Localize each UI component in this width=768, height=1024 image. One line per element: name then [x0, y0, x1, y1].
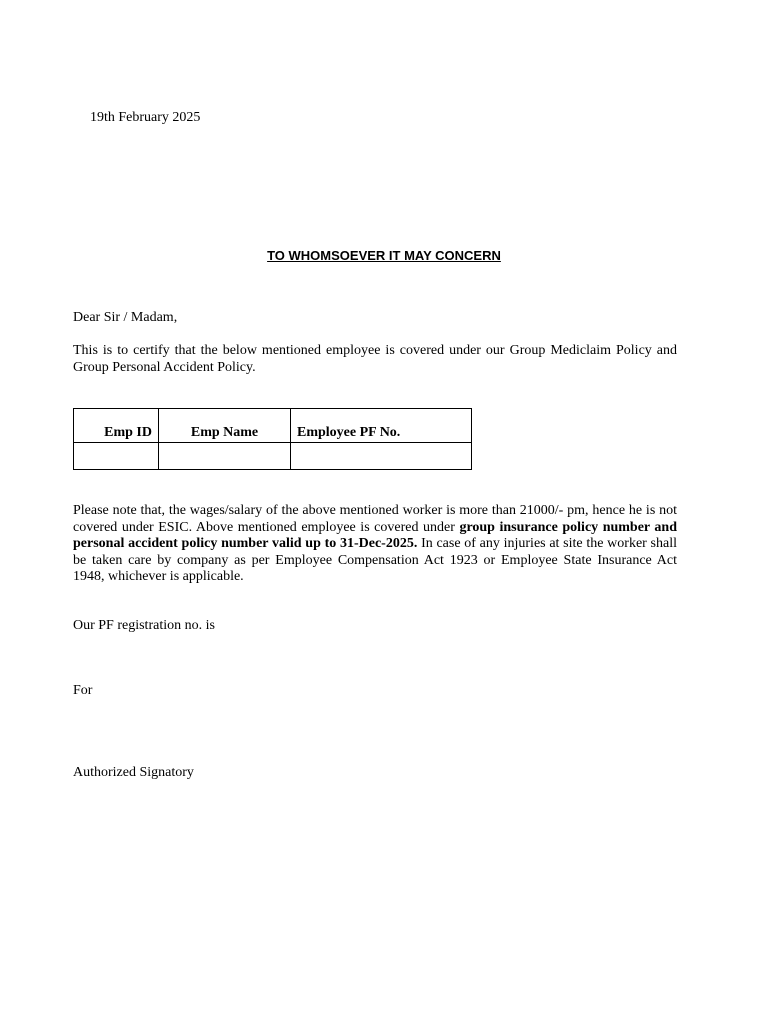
note-paragraph [73, 503, 677, 586]
cell-employee-pf-no [291, 443, 472, 470]
employee-table [73, 408, 472, 470]
letter-date: 19th February 2025 [90, 110, 201, 125]
table-header-row [74, 409, 472, 443]
note-text-part2: In case of any injuries at site the worker shall be taken care by company as per Employee Compensation Act 1923 or Employee State Insurance Act 1948, whichever is applicable. [73, 536, 677, 584]
header-emp-id: Emp ID [74, 409, 159, 443]
header-emp-name: Emp Name [159, 409, 291, 443]
note-text-part1: Please note that, the wages/salary of the above mentioned worker is more than 21000/- pm, hence he is not covered under ESIC. Above mentioned employee is covered under [73, 503, 677, 535]
salutation: Dear Sir / Madam, [73, 310, 178, 325]
cell-emp-name [159, 443, 291, 470]
table-row [74, 443, 472, 470]
for-label: For [73, 683, 93, 698]
intro-paragraph: This is to certify that the below mentioned employee is covered under our Group Mediclaim Policy and Group Personal Accident Policy. [73, 343, 677, 375]
header-employee-pf-no: Employee PF No. [291, 409, 472, 443]
authorized-signatory: Authorized Signatory [73, 765, 194, 780]
letter-heading: TO WHOMSOEVER IT MAY CONCERN [267, 248, 501, 263]
note-policy-bold: group insurance policy number and personal accident policy number valid up to 31-Dec-2025. [73, 519, 677, 551]
pf-registration-line: Our PF registration no. is [73, 618, 215, 633]
cell-emp-id [74, 443, 159, 470]
